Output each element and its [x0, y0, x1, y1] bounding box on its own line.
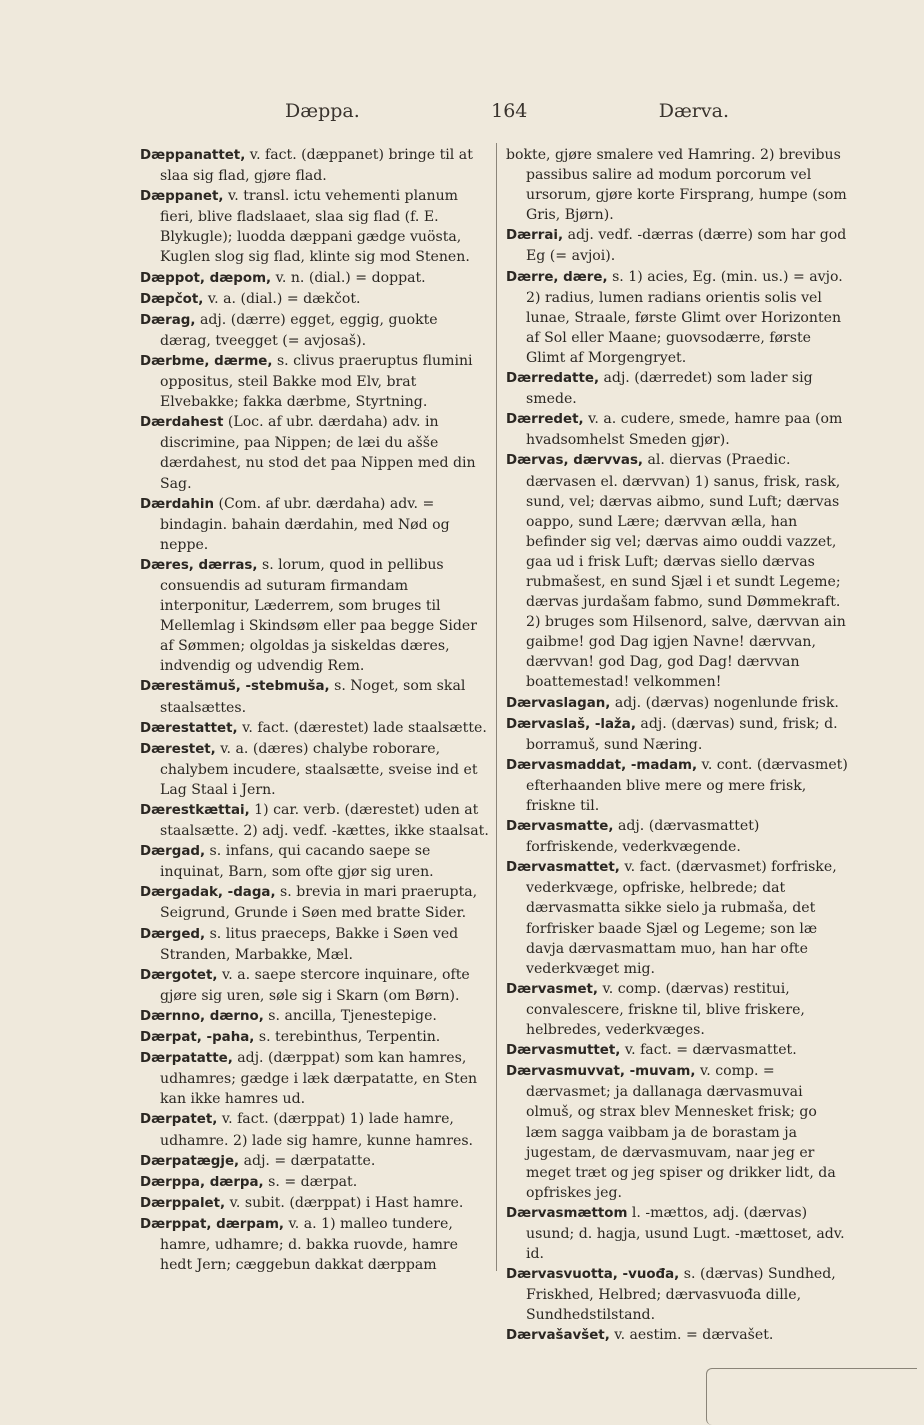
- definition: v. subit. (dærppat) i Hast hamre.: [229, 1194, 464, 1211]
- headword: Dærpatatte,: [140, 1051, 233, 1067]
- headword: Dæppanattet,: [140, 148, 246, 163]
- dictionary-entry: [506, 1203, 852, 1264]
- dictionary-entry: [506, 979, 852, 1040]
- dictionary-entry: [140, 841, 490, 882]
- dictionary-entry: [140, 1214, 490, 1275]
- dictionary-entry: [506, 450, 852, 692]
- definition: v. comp. (dærvas) restitui, convalescere, friskne til, blive friskere, helbredes, vederkvæges.: [526, 980, 805, 1039]
- dictionary-entry: [506, 755, 852, 816]
- headword: Dærppalet,: [140, 1195, 226, 1211]
- definition: v. aestim. = dærvašet.: [614, 1327, 774, 1344]
- headword: Dærppa, dærpa,: [140, 1174, 264, 1190]
- definition: v. n. (dial.) = doppat.: [275, 269, 426, 286]
- dictionary-entry: [506, 857, 852, 979]
- page-number: 164: [491, 100, 528, 122]
- headword: Dærpat, -paha,: [140, 1030, 255, 1046]
- headword: Dærvašavšet,: [506, 1328, 610, 1344]
- headword: Dærestet,: [140, 741, 216, 757]
- headword: Dærgad,: [140, 844, 206, 860]
- definition: bokte, gjøre smalere ved Hamring. 2) brevibus passibus salire ad modum porcorum vel ursorum, gjøre korte Firsprang, humpe (som Gris, Bjørn).: [506, 147, 847, 224]
- headword: Dærvasmet,: [506, 981, 599, 997]
- column-divider: [496, 143, 497, 1271]
- dictionary-entry: [140, 494, 490, 555]
- dictionary-entry: [506, 145, 852, 225]
- headword: Dærnno, dærno,: [140, 1008, 264, 1024]
- definition: adj. (dærvas) sund, frisk; d. borramuš, sund Næring.: [526, 715, 838, 753]
- definition: v. a. cudere, smede, hamre paa (om hvadsomhelst Smeden gjør).: [526, 411, 843, 449]
- dictionary-entry: [140, 412, 490, 493]
- headword: Dærestkættai,: [140, 803, 250, 818]
- dictionary-entry: [506, 267, 852, 368]
- definition: adj. vedf. -dærras (dærre) som har god Eg (= avjoi).: [526, 227, 847, 265]
- headword: Dærredatte,: [506, 371, 600, 387]
- headword: Dærvasmattet,: [506, 860, 620, 876]
- definition: v. a. (dial.) = dækčot.: [207, 290, 361, 307]
- definition: (Loc. af ubr. dærdaha) adv. in discrimine, paa Nippen; de læi du ašše dærdahest, nu stod det paa Nippen med din Sag.: [160, 414, 476, 492]
- definition: s. clivus praeruptus flumini oppositus, steil Bakke mod Elv, brat Elvebakke; fakka dærbme, Styrtning.: [160, 352, 473, 411]
- headword: Dærvas, dærvvas,: [506, 453, 644, 469]
- dictionary-entry: [506, 1040, 852, 1061]
- definition: s. Noget, som skal staalsættes.: [160, 678, 466, 716]
- running-head-right: Dærva.: [658, 100, 729, 122]
- dictionary-entry: [140, 1027, 490, 1048]
- definition: s. lorum, quod in pellibus consuendis ad suturam firmandam interponitur, Læderrem, som bruges til Mellemlag i Skindsøm eller paa begge Sider af Sømmen; olgoldas ja siskeldas dæres, indvendig og udvendig Rem.: [160, 556, 477, 675]
- dictionary-entry: [140, 1193, 490, 1214]
- definition: adj. = dærpatatte.: [243, 1152, 376, 1169]
- dictionary-entry: [140, 1048, 490, 1109]
- headword: Dærrai,: [506, 228, 564, 244]
- definition: (Com. af ubr. dærdaha) adv. = bindagin. bahain dærdahin, med Nød og neppe.: [160, 495, 450, 553]
- headword: Dærvasvuotta, -vuođa,: [506, 1267, 680, 1283]
- dictionary-entry: [506, 1264, 852, 1325]
- dictionary-entry: [140, 965, 490, 1006]
- headword: Dærvaslaš, -laža,: [506, 716, 636, 732]
- dictionary-entry: [140, 924, 490, 965]
- dictionary-entry: [140, 739, 490, 800]
- definition: adj. (dærre) egget, eggig, guokte dærag, tveegget (= avjosaš).: [160, 311, 438, 349]
- dictionary-entry: [506, 1061, 852, 1203]
- dictionary-entry: [140, 882, 490, 923]
- headword: Dærgotet,: [140, 967, 218, 983]
- dictionary-entry: [140, 1006, 490, 1027]
- headword: Dæppanet,: [140, 189, 224, 205]
- headword: Dæppot, dæpom,: [140, 270, 272, 286]
- dictionary-entry: [140, 555, 490, 677]
- headword: Dærvaslagan,: [506, 695, 611, 711]
- definition: adj. (dærredet) som lader sig smede.: [526, 370, 813, 408]
- definition: s. 1) acies, Eg. (min. us.) = avjo. 2) radius, lumen radians orientis solis vel lunae, Straale, første Glimt over Horizonten af Sol eller Maane; guovsodærre, første Glimt af Morgengryet.: [526, 268, 843, 366]
- definition: v. a. (dæres) chalybe roborare, chalybem incudere, staalsætte, sveise ind et Lag Staal i Jern.: [160, 740, 478, 798]
- definition: v. a. 1) malleo tundere, hamre, udhamre; d. bakka ruovde, hamre hedt Jern; cæggebun dakkat dærppam: [160, 1215, 459, 1274]
- page-header: [140, 100, 729, 140]
- headword: Dærvasmuttet,: [506, 1043, 621, 1059]
- headword: Dæres, dærras,: [140, 557, 258, 573]
- definition: adj. (dærppat) som kan hamres, udhamres; gædge i læk dærpatatte, en Sten kan ikke hamres ud.: [160, 1050, 478, 1108]
- definition: s. ancilla, Tjenestepige.: [268, 1007, 437, 1024]
- dictionary-entry: [506, 714, 852, 755]
- definition: v. fact. (dærvasmet) forfriske, vederkvæge, opfriske, helbrede; dat dærvasmatta sikke sielo ja rubmaša, det forfrisker baade Sjæl og Legeme; son læ davja dærvasmattam muo, han har ofte vederkvæget mig.: [526, 859, 837, 977]
- dictionary-entry: [506, 225, 852, 266]
- headword: Dærdahest: [140, 415, 224, 431]
- headword: Dærbme, dærme,: [140, 353, 273, 369]
- headword: Dærag,: [140, 312, 196, 328]
- headword: Dæpčot,: [140, 291, 204, 307]
- dictionary-entry: [140, 676, 490, 717]
- dictionary-entry: [506, 368, 852, 409]
- headword: Dærre, dære,: [506, 269, 608, 285]
- dictionary-entry: [140, 718, 490, 739]
- dictionary-entry: [140, 800, 490, 841]
- definition: l. -mættos, adj. (dærvas) usund; d. hagja, usund Lugt. -mættoset, adv. id.: [526, 1204, 845, 1263]
- headword: Dærdahin: [140, 496, 215, 512]
- definition: v. transl. ictu vehementi planum fieri, blive fladslaaet, slaa sig flad (f. E. Blykugle); luodda dæppani gædge vuösta, Kuglen slog sig flad, klinte sig mod Stenen.: [160, 188, 470, 266]
- definition: adj. (dærvasmattet) forfriskende, vederkvægende.: [526, 818, 760, 856]
- definition: s. terebinthus, Terpentin.: [258, 1029, 441, 1046]
- definition: 1) car. verb. (dærestet) uden at staalsætte. 2) adj. vedf. -kættes, ikke staalsat.: [160, 802, 489, 840]
- dictionary-entry: [506, 1325, 852, 1346]
- headword: Dærvasmaddat, -madam,: [506, 757, 698, 773]
- headword: Dærestämuš, -stebmuša,: [140, 679, 330, 695]
- definition: s. brevia in mari praerupta, Seigrund, Grunde i Søen med bratte Sider.: [160, 884, 478, 922]
- right-column: [506, 145, 852, 1347]
- headword: Dærpatægje,: [140, 1153, 240, 1169]
- dictionary-entry: [140, 145, 490, 186]
- headword: Dærgadak, -daga,: [140, 885, 276, 901]
- dictionary-entry: [140, 351, 490, 412]
- dictionary-entry: [140, 1172, 490, 1193]
- running-head-left: Dæppa.: [285, 100, 360, 122]
- definition: v. cont. (dærvasmet) efterhaanden blive mere og mere frisk, friskne til.: [526, 756, 848, 814]
- definition: s. (dærvas) Sundhed, Friskhed, Helbred; dærvasvuođa dille, Sundhedstilstand.: [526, 1266, 836, 1324]
- dictionary-entry: [140, 289, 490, 310]
- dictionary-entry: [140, 186, 490, 267]
- dictionary-entry: [140, 1109, 490, 1150]
- definition: v. fact. (dærestet) lade staalsætte.: [242, 719, 487, 736]
- headword: Dærged,: [140, 926, 206, 942]
- dictionary-entry: [140, 268, 490, 289]
- definition: v. comp. = dærvasmet; ja dallanaga dærvasmuvai olmuš, og strax blev Mennesket frisk; go læm sagga vaibbam ja de borastam ja jugestam, de dærvasmuvam, naar jeg er meget træt og jeg spiser og drikker lidt, da opfriskes jeg.: [526, 1063, 836, 1201]
- headword: Dærredet,: [506, 412, 584, 428]
- definition: v. fact. = dærvasmattet.: [624, 1042, 797, 1059]
- definition: al. diervas (Praedic. dærvasen el. dærvvan) 1) sanus, frisk, rask, sund, vel; dærvas aibmo, sund Luft; dærvas oappo, sund Lære; dærvvan ælla, han befinder sig vel; dærvas aimo ouddi vazzet, gaa ud i frisk Luft; dærvas siello dærvas rubmašest, en sund Sjæl i et sundt Legeme; dærvas jurdašam fabmo, sund Dømmekraft. 2) bruges som Hilsenord, salve, dærvvan ain gaibme! god Dag igjen Navne! dærvvan, dærvvan! god Dag, god Dag! dærvvan boattemestad! velkommen!: [526, 452, 846, 691]
- dictionary-entry: [506, 409, 852, 450]
- dictionary-entry: [506, 816, 852, 857]
- definition: v. fact. (dærppat) 1) lade hamre, udhamre. 2) lade sig hamre, kunne hamres.: [160, 1111, 474, 1149]
- definition: adj. (dærvas) nogenlunde frisk.: [614, 694, 839, 711]
- dictionary-entry: [140, 1151, 490, 1172]
- dictionary-entry: [140, 310, 490, 351]
- headword: Dærvasmættom: [506, 1205, 628, 1221]
- left-column: [140, 145, 490, 1275]
- definition: v. fact. (dæppanet) bringe til at slaa sig flad, gjøre flad.: [160, 147, 473, 185]
- headword: Dærvasmuvvat, -muvam,: [506, 1064, 696, 1080]
- headword: Dærppat, dærpam,: [140, 1216, 284, 1232]
- definition: s. infans, qui cacando saepe se inquinat, Barn, som ofte gjør sig uren.: [160, 843, 434, 881]
- definition: v. a. saepe stercore inquinare, ofte gjøre sig uren, søle sig i Skarn (om Børn).: [160, 966, 470, 1004]
- definition: s. litus praeceps, Bakke i Søen ved Stranden, Marbakke, Mæl.: [160, 925, 459, 963]
- definition: s. = dærpat.: [268, 1173, 358, 1190]
- headword: Dærvasmatte,: [506, 819, 614, 835]
- dictionary-entry: [506, 693, 852, 714]
- headword: Dærpatet,: [140, 1112, 218, 1128]
- corner-frame: [706, 1368, 917, 1425]
- headword: Dærestattet,: [140, 720, 238, 736]
